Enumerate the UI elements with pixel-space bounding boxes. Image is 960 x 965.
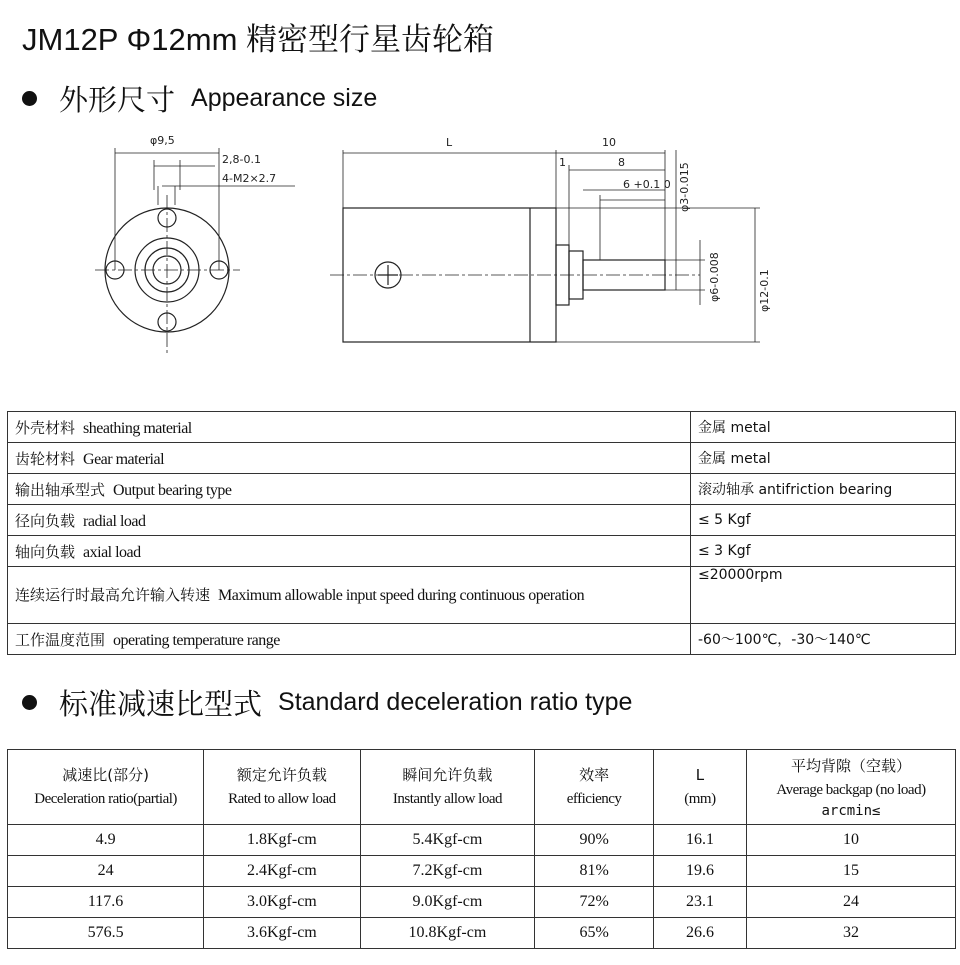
ratio-cell: 26.6: [653, 918, 746, 949]
dim-shaft3-label: φ3-0.015: [678, 162, 691, 212]
spec-row: [8, 567, 956, 624]
ratio-header-cn: 平均背隙（空载）: [790, 757, 911, 775]
spec-label-en: axial load: [83, 543, 141, 561]
bullet-icon: [22, 695, 37, 710]
ratio-header-cell: [746, 750, 955, 825]
spec-value: ≤20000rpm: [691, 567, 956, 624]
ratio-header-en: Average backgap (no load): [776, 782, 926, 798]
ratio-cell: 10.8Kgf-cm: [360, 918, 535, 949]
ratio-header-en: (mm): [684, 791, 716, 807]
ratio-cell: 32: [746, 918, 955, 949]
ratio-heading: [22, 682, 632, 723]
ratio-cell: 10: [746, 825, 955, 856]
ratio-cell: 576.5: [8, 918, 204, 949]
ratio-cell: 7.2Kgf-cm: [360, 856, 535, 887]
spec-value: -60～100℃，-30～140℃: [691, 624, 956, 655]
ratio-cell: 19.6: [653, 856, 746, 887]
ratio-cell: 16.1: [653, 825, 746, 856]
spec-label-en: operating temperature range: [113, 631, 280, 649]
appearance-heading: [22, 78, 377, 119]
spec-label-en: radial load: [83, 512, 146, 530]
ratio-row: [8, 825, 956, 856]
spec-label-cell: [8, 412, 691, 443]
dim-shaft6-label: φ6-0.008: [708, 252, 721, 302]
spec-label-cn: 外壳材料: [15, 418, 76, 437]
ratio-cell: 3.6Kgf-cm: [204, 918, 360, 949]
side-view: [330, 150, 760, 342]
spec-row: [8, 474, 956, 505]
spec-row: [8, 536, 956, 567]
spec-value: ≤ 5 Kgf: [691, 505, 956, 536]
ratio-cell: 24: [8, 856, 204, 887]
ratio-cell: 9.0Kgf-cm: [360, 887, 535, 918]
spec-label-cell: [8, 443, 691, 474]
dim-thread-label: 4-M2×2.7: [222, 172, 277, 185]
spec-label-cn: 工作温度范围: [15, 630, 106, 649]
spec-label-cn: 径向负载: [15, 511, 76, 530]
spec-value: 滚动轴承 antifriction bearing: [691, 474, 956, 505]
ratio-cell: 72%: [535, 887, 654, 918]
spec-table: [7, 411, 956, 655]
ratio-header-en: Deceleration ratio(partial): [34, 791, 177, 807]
ratio-header-cn: 效率: [579, 766, 610, 784]
spec-value: 金属 metal: [691, 412, 956, 443]
spec-label-cn: 齿轮材料: [15, 449, 76, 468]
spec-label-cell: [8, 474, 691, 505]
dim-diameter-label: φ9,5: [150, 134, 175, 147]
spec-label-cell: [8, 505, 691, 536]
spec-label-cell: [8, 624, 691, 655]
spec-label-cn: 轴向负载: [15, 542, 76, 561]
spec-label-en: Maximum allowable input speed during continuous operation: [218, 586, 585, 604]
ratio-cell: 4.9: [8, 825, 204, 856]
appearance-title-en: Appearance size: [191, 84, 378, 112]
ratio-header-cn: 额定允许负载: [236, 766, 327, 784]
ratio-cell: 24: [746, 887, 955, 918]
ratio-cell: 5.4Kgf-cm: [360, 825, 535, 856]
spec-row: [8, 624, 956, 655]
ratio-cell: 3.0Kgf-cm: [204, 887, 360, 918]
dim-8-label: 8: [618, 156, 625, 169]
ratio-header-cell: [653, 750, 746, 825]
ratio-header-en: efficiency: [566, 791, 622, 807]
bullet-icon: [22, 91, 37, 106]
dim-L-label: L: [446, 136, 453, 149]
ratio-row: [8, 856, 956, 887]
spec-label-cn: 输出轴承型式: [15, 480, 106, 499]
spec-label-en: Output bearing type: [113, 481, 232, 499]
appearance-title-cn: 外形尺寸: [59, 83, 176, 117]
spec-row: [8, 412, 956, 443]
dimension-drawing: [80, 120, 780, 360]
dim-1-label: 1: [559, 156, 566, 169]
spec-label-cn: 连续运行时最高允许输入转速: [15, 585, 211, 604]
ratio-header-cn: 减速比(部分): [62, 766, 149, 784]
spec-value: 金属 metal: [691, 443, 956, 474]
spec-label-cell: [8, 567, 691, 624]
ratio-header-en: Instantly allow load: [392, 791, 503, 807]
ratio-cell: 81%: [535, 856, 654, 887]
page-title: JM12P Φ12mm 精密型行星齿轮箱: [22, 22, 495, 57]
spec-value: ≤ 3 Kgf: [691, 536, 956, 567]
ratio-cell: 90%: [535, 825, 654, 856]
ratio-cell: 1.8Kgf-cm: [204, 825, 360, 856]
ratio-row: [8, 918, 956, 949]
ratio-header-cell: [535, 750, 654, 825]
ratio-header-cell: [360, 750, 535, 825]
ratio-header-cn: L: [695, 766, 705, 784]
spec-row: [8, 505, 956, 536]
ratio-cell: 117.6: [8, 887, 204, 918]
dim-depth-label: 2,8-0.1: [222, 153, 261, 166]
ratio-table: [7, 749, 956, 949]
ratio-header-unit: arcmin≤: [821, 803, 881, 819]
dim-body12-label: φ12-0.1: [758, 269, 771, 312]
ratio-title-cn: 标准减速比型式: [59, 687, 263, 721]
ratio-cell: 15: [746, 856, 955, 887]
ratio-title-en: Standard deceleration ratio type: [278, 688, 633, 716]
spec-label-en: Gear material: [83, 450, 165, 468]
dim-10-label: 10: [602, 136, 616, 149]
spec-label-cell: [8, 536, 691, 567]
spec-row: [8, 443, 956, 474]
ratio-row: [8, 887, 956, 918]
dim-6-label: 6 +0.1 0: [623, 178, 671, 191]
ratio-header-cell: [204, 750, 360, 825]
spec-label-en: sheathing material: [83, 419, 192, 437]
ratio-header-cn: 瞬间允许负载: [402, 766, 493, 784]
ratio-cell: 23.1: [653, 887, 746, 918]
ratio-cell: 2.4Kgf-cm: [204, 856, 360, 887]
ratio-cell: 65%: [535, 918, 654, 949]
ratio-header-cell: [8, 750, 204, 825]
ratio-header-en: Rated to allow load: [228, 791, 336, 807]
